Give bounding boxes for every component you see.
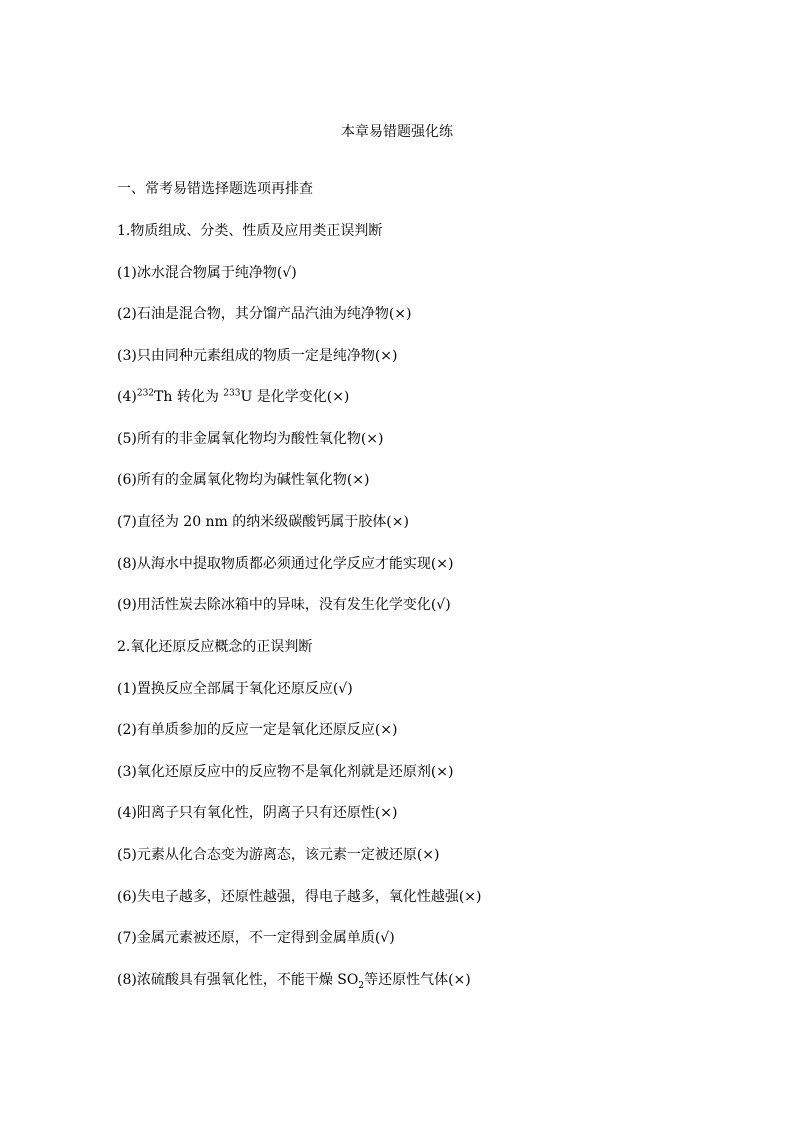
part2-heading: 2.氧化还原反应概念的正误判断 (117, 639, 313, 655)
section-heading: 一、常考易错选择题选项再排查 (117, 181, 313, 197)
part1-item-4-mass-number-th: 232 (136, 388, 155, 399)
part1-item-7: (7)直径为 20 nm 的纳米级碳酸钙属于胶体(×) (117, 514, 409, 530)
part2-item-7: (7)金属元素被还原，不一定得到金属单质(√) (117, 930, 395, 946)
part2-item-2: (2)有单质参加的反应一定是氧化还原反应(×) (117, 722, 398, 738)
part2-item-3: (3)氧化还原反应中的反应物不是氧化剂就是还原剂(×) (117, 764, 454, 780)
part2-item-8-subscript: 2 (358, 980, 365, 991)
part1-item-6: (6)所有的金属氧化物均为碱性氧化物(×) (117, 472, 370, 488)
part1-item-3: (3)只由同种元素组成的物质一定是纯净物(×) (117, 348, 398, 364)
part2-item-5: (5)元素从化合态变为游离态，该元素一定被还原(×) (117, 847, 440, 863)
part2-item-1: (1)置换反应全部属于氧化还原反应(√) (117, 681, 353, 697)
part1-item-1: (1)冰水混合物属于纯净物(√) (117, 265, 297, 281)
part1-item-4-mass-number-u: 233 (223, 388, 241, 399)
part1-item-4-mid2: U 是化学变化(×) (240, 389, 350, 405)
part2-item-8 (117, 970, 471, 990)
part1-item-2: (2)石油是混合物，其分馏产品汽油为纯净物(×) (117, 306, 412, 322)
part1-item-4-mid1: Th 转化为 (154, 389, 224, 405)
part2-item-6: (6)失电子越多，还原性越强，得电子越多，氧化性越强(×) (117, 889, 482, 905)
part1-item-4 (117, 387, 349, 407)
page-title: 本章易错题强化练 (341, 124, 453, 140)
part2-item-4: (4)阳离子只有氧化性，阴离子只有还原性(×) (117, 805, 398, 821)
part1-item-9: (9)用活性炭去除冰箱中的异味，没有发生化学变化(√) (117, 597, 451, 613)
part1-item-4-prefix: (4) (117, 389, 137, 405)
part1-heading: 1.物质组成、分类、性质及应用类正误判断 (117, 223, 383, 239)
part2-item-8-prefix: (8)浓硫酸具有强氧化性，不能干燥 SO (117, 972, 359, 988)
part1-item-5: (5)所有的非金属氧化物均为酸性氧化物(×) (117, 431, 384, 447)
part1-item-8: (8)从海水中提取物质都必须通过化学反应才能实现(×) (117, 556, 454, 572)
part2-item-8-suffix: 等还原性气体(×) (364, 972, 471, 988)
